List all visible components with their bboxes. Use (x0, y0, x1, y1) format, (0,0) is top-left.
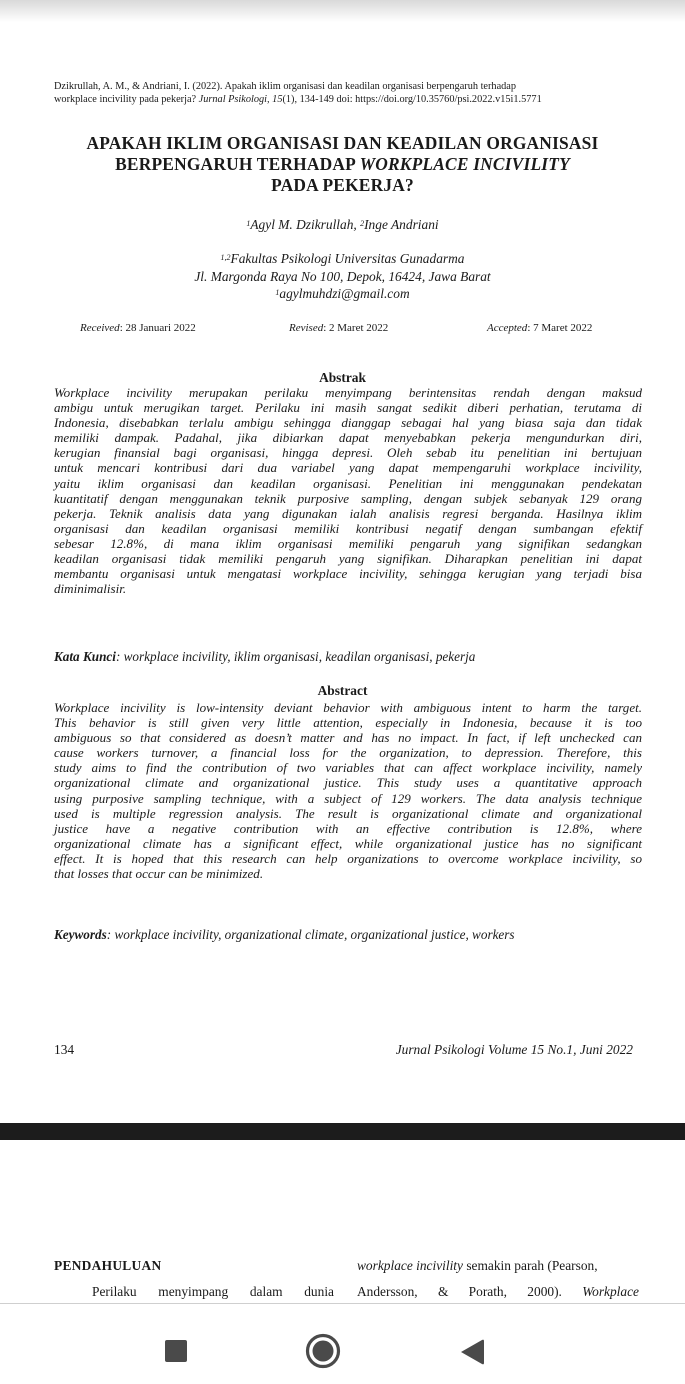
affiliation-faculty-line (40, 250, 645, 268)
paper-title (40, 133, 645, 196)
abstrak-line: organisasi dan keadilan organisasi memiliki kontribusi negatif dengan sumbangan efektif (54, 520, 642, 536)
abstrak-line: pekerja. Teknik analisis data yang digunakan ialah analisis regresi berganda. Hasilnya iklim (54, 505, 642, 521)
word: dunia (304, 1284, 334, 1299)
intro-right-line-2 (357, 1284, 639, 1300)
received-label: Received (80, 322, 120, 334)
abstrak-line: membantu organisasi untuk mengatasi workplace incivility, sehingga kerugian yang terjadi bisa (54, 566, 642, 582)
section-heading-pendahuluan: PENDAHULUAN (54, 1258, 162, 1273)
author-1-sup: 1 (246, 219, 251, 228)
citation (54, 80, 644, 106)
abstract-heading: Abstract (317, 683, 368, 698)
abstract-line: ambiguous so that considered as doesn’t matter and has no impact. In fact, if left unchecked can (54, 730, 642, 746)
abstract-line: study aims to find the contribution of two variables that can affect workplace incivility, namely (54, 760, 642, 776)
affiliation-email-line (40, 285, 645, 303)
abstract-line: organizational climate and organizational justice. This study uses a quantitative approach (54, 775, 642, 791)
affiliation-email: agylmuhdzi@gmail.com (279, 286, 410, 301)
word: 2000). (527, 1284, 562, 1299)
authors (40, 216, 645, 234)
abstrak-line: Workplace incivility merupakan perilaku menyimpang berintensitas rendah dengan maksud (54, 385, 642, 400)
home-button[interactable] (305, 1333, 341, 1369)
italic-term: Workplace (582, 1284, 639, 1299)
citation-journal: Jurnal Psikologi, 15 (198, 94, 283, 105)
abstract-line: using purposive sampling technique, with a subject of 129 workers. The data analysis technique (54, 790, 642, 806)
accepted-label: Accepted (487, 322, 528, 334)
author-1: Agyl M. Dzikrullah, (250, 217, 361, 232)
abstract-body (54, 700, 642, 881)
italic-term: workplace incivility (357, 1258, 463, 1273)
status-bar-shadow (0, 0, 685, 22)
abstract-line: effect. It is hoped that this research can help organizations to overcome workplace incivility, so (54, 850, 642, 866)
page-number: 134 (54, 1042, 75, 1057)
abstrak-line: keadilan organisasi tidak memiliki pengaruh yang signifikan. Diharapkan penelitian ini dapat (54, 551, 642, 567)
abstract-line: cause workers turnover, a financial loss for the organization, to depression. Therefore, this (54, 745, 642, 761)
received-value: : 28 Januari 2022 (119, 322, 196, 334)
abstrak-line: memiliki dampak. Padahal, jika dibiarkan dapat menyebabkan pekerja mengundurkan diri, (54, 430, 642, 446)
abstrak-body (54, 385, 642, 596)
keywords-label: Keywords (54, 927, 107, 942)
intro-left-line (92, 1284, 334, 1300)
word: Perilaku (92, 1284, 137, 1299)
home-dot-icon (313, 1341, 334, 1362)
abstrak-line: diminimalisir. (54, 581, 127, 597)
recents-button[interactable] (165, 1340, 187, 1362)
date-revised (289, 321, 388, 335)
title-line-2-italic: WORKPLACE INCIVILITY (359, 154, 570, 174)
date-accepted (487, 321, 592, 335)
citation-text: workplace incivility pada pekerja? (54, 94, 199, 105)
citation-line-1: Dzikrullah, A. M., & Andriani, I. (2022). Apakah iklim organisasi dan keadilan organisasi berpengaruh terhadap (54, 81, 517, 92)
abstrak-line: Indonesia, disebabkan terlalu ambigu sehingga dianggap sebagai hal yang biasa saja dan tidak (54, 415, 642, 431)
word: & (437, 1284, 449, 1299)
title-line-2-text: BERPENGARUH TERHADAP (115, 154, 360, 174)
keywords-text: : workplace incivility, organizational climate, organizational justice, workers (106, 927, 515, 942)
citation-doi: (1), 134-149 doi: https://doi.org/10.35760/psi.2022.v15i1.5771 (282, 94, 542, 105)
title-line-2 (40, 154, 645, 175)
author-2-sup: 2 (360, 219, 365, 228)
abstrak-heading: Abstrak (319, 370, 366, 385)
date-received (80, 321, 196, 335)
text: semakin parah (Pearson, (462, 1258, 598, 1273)
title-line-3: PADA PEKERJA? (271, 175, 414, 195)
intro-right-line-1-content (357, 1258, 598, 1274)
kata-kunci-text: : workplace incivility, iklim organisasi, keadilan organisasi, pekerja (115, 649, 476, 664)
affiliation-sup: 1,2 (220, 253, 231, 262)
abstract-line: justice have a negative contribution with an effective contribution is 12.8%, where (54, 820, 642, 836)
citation-line-2 (54, 93, 644, 106)
abstract-line: organizational climate has a significant effect, while organizational justice has no significant (54, 835, 642, 851)
affiliation-faculty: Fakultas Psikologi Universitas Gunadarma (230, 251, 465, 266)
abstract-line: Workplace incivility is low-intensity deviant behavior with ambiguous intent to harm the target. (54, 700, 642, 715)
abstract-line: This behavior is still given very little attention, especially in Indonesia, because it is too (54, 715, 642, 731)
word: Andersson, (357, 1284, 418, 1299)
navigation-bar (0, 1304, 685, 1384)
email-sup: 1 (275, 288, 280, 297)
abstrak-line: kerugian finansial bagi organisasi, hingga depresi. Oleh sebab itu penelitian ini bertujuan (54, 445, 642, 461)
journal-footer: Jurnal Psikologi Volume 15 No.1, Juni 2022 (395, 1042, 633, 1057)
title-line-1: APAKAH IKLIM ORGANISASI DAN KEADILAN ORGANISASI (86, 133, 599, 153)
affiliation-address: Jl. Margonda Raya No 100, Depok, 16424, Jawa Barat (194, 268, 491, 284)
abstract-line: that losses that occur can be minimized. (54, 866, 264, 882)
abstrak-line: ambigu untuk merugikan target. Perilaku ini masih sangat sedikit diberi perhatian, terutama di (54, 400, 642, 416)
revised-value: : 2 Maret 2022 (323, 322, 389, 334)
abstrak-line: untuk mencari kontribusi dari dua variabel yang dapat mempengaruhi workplace incivility, (54, 460, 642, 476)
accepted-value: : 7 Maret 2022 (527, 322, 593, 334)
keywords (54, 927, 644, 943)
kata-kunci (54, 649, 644, 665)
back-button[interactable] (458, 1338, 486, 1366)
word: dalam (249, 1284, 283, 1299)
kata-kunci-label: Kata Kunci (54, 649, 116, 664)
abstrak-line: kuantitatif dengan menggunakan teknik purposive sampling, dengan subjek sebanyak 129 orang (54, 490, 642, 506)
abstrak-line: sebesar 12.8%, di mana iklim organisasi memiliki pengaruh yang signifikan sedangkan (54, 535, 642, 551)
affiliation (40, 250, 645, 303)
word: menyimpang (158, 1284, 229, 1299)
abstract-line: used is multiple regression analysis. The result is organizational climate and organizational (54, 805, 642, 821)
abstrak-line: yaitu iklim organisasi dan keadilan organisasi. Penelitian ini menggunakan pendekatan (54, 475, 642, 491)
revised-label: Revised (289, 322, 324, 334)
back-triangle-icon (461, 1340, 484, 1365)
intro-right-line-1 (357, 1258, 639, 1274)
page-divider (0, 1123, 685, 1140)
word: Porath, (468, 1284, 507, 1299)
author-2: Inge Andriani (364, 217, 439, 232)
